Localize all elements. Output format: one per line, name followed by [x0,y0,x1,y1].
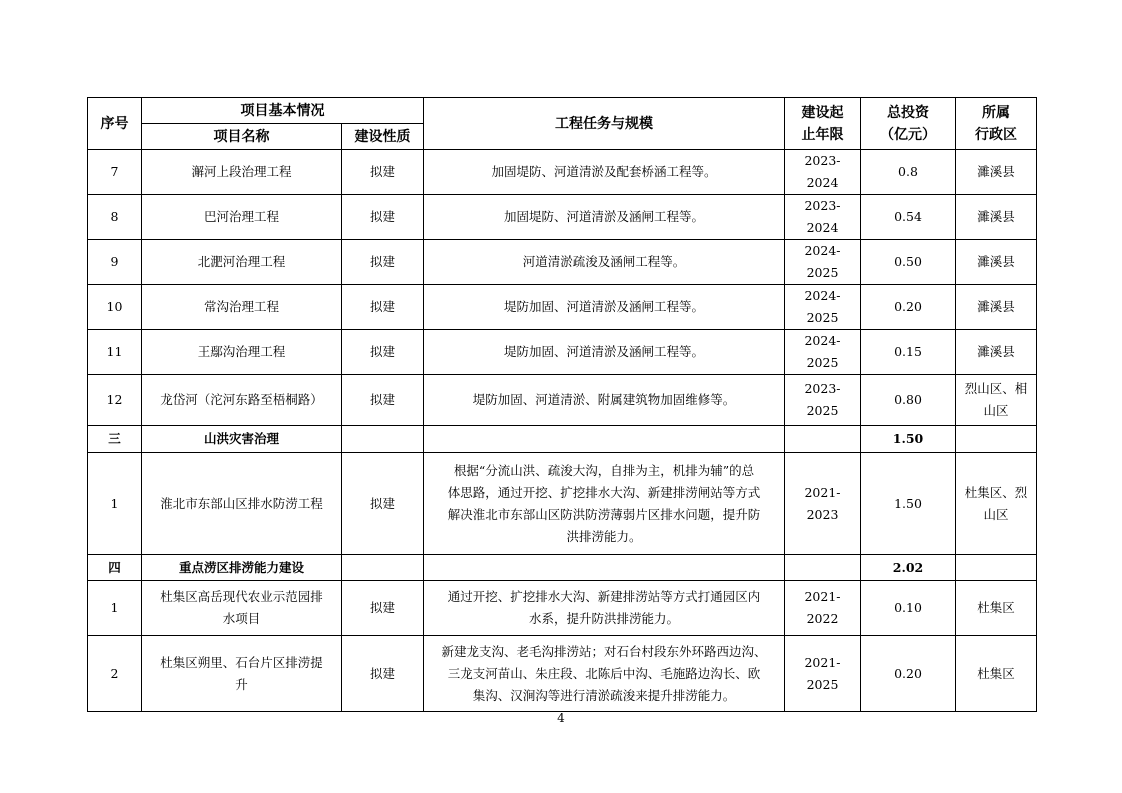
section-number: 四 [88,555,142,581]
cell-task: 堤防加固、河道清淤、附属建筑物加固维修等。 [424,375,785,426]
cell-period: 2021-2025 [785,636,861,712]
table-row [88,636,1037,712]
table-row [88,150,1037,195]
cell-district-line1: 烈山区、相 [964,381,1028,396]
empty-cell [424,426,785,453]
header-invest-line1: 总投资 [887,104,929,121]
task-line: 新建龙支沟、老毛沟排涝站；对石台村段东外环路西边沟、 [441,643,767,659]
page-number: 4 [557,711,565,725]
cell-nature: 拟建 [342,285,424,330]
header-period-line2: 止年限 [801,126,844,143]
cell-name: 常沟治理工程 [142,285,342,330]
cell-seq: 9 [88,240,142,285]
cell-seq: 1 [88,581,142,636]
cell-invest: 0.54 [861,195,956,240]
cell-district [956,375,1037,426]
cell-task: 堤防加固、河道清淤及涵闸工程等。 [424,330,785,375]
cell-seq: 10 [88,285,142,330]
cell-task [424,453,785,555]
cell-seq: 11 [88,330,142,375]
cell-invest: 0.20 [861,285,956,330]
cell-period: 2023-2024 [785,150,861,195]
table-row [88,240,1037,285]
cell-nature: 拟建 [342,636,424,712]
cell-district: 濉溪县 [956,285,1037,330]
section-row [88,426,1037,453]
header-district [956,98,1037,150]
cell-district: 濉溪县 [956,195,1037,240]
cell-invest: 0.15 [861,330,956,375]
section-number: 三 [88,426,142,453]
cell-invest: 0.10 [861,581,956,636]
empty-cell [785,426,861,453]
task-line: 水系，提升防洪排涝能力。 [528,611,679,626]
cell-invest: 0.8 [861,150,956,195]
task-line: 集沟、汉涧沟等进行清淤疏浚来提升排涝能力。 [472,687,736,703]
cell-task [424,581,785,636]
cell-district: 杜集区 [956,636,1037,712]
cell-period: 2024-2025 [785,330,861,375]
cell-name-line2: 升 [235,676,248,692]
section-row [88,555,1037,581]
header-invest-line2: （亿元） [880,126,936,143]
cell-nature: 拟建 [342,581,424,636]
cell-task: 河道清淤疏浚及涵闸工程等。 [424,240,785,285]
cell-task [424,636,785,712]
cell-period: 2023-2024 [785,195,861,240]
cell-name: 龙岱河（沱河东路至梧桐路） [142,375,342,426]
cell-invest: 0.80 [861,375,956,426]
task-line: 三龙支河苗山、朱庄段、北陈后中沟、毛施路边沟长、欧 [447,665,761,681]
section-title: 重点涝区排涝能力建设 [142,555,342,581]
cell-seq: 7 [88,150,142,195]
cell-task: 加固堤防、河道清淤及涵闸工程等。 [424,195,785,240]
cell-nature: 拟建 [342,150,424,195]
empty-cell [342,426,424,453]
cell-invest: 1.50 [861,453,956,555]
cell-district-line2: 山区 [983,506,1009,522]
task-line: 根据“分流山洪、疏浚大沟，自排为主，机排为辅”的总 [453,462,755,478]
cell-name: 澥河上段治理工程 [142,150,342,195]
cell-district-line1: 杜集区、烈 [964,484,1028,500]
section-total: 2.02 [861,555,956,581]
cell-district: 濉溪县 [956,330,1037,375]
header-invest [861,98,956,150]
task-line: 解决淮北市东部山区防洪防涝薄弱片区排水问题，提升防 [447,506,761,522]
cell-seq: 8 [88,195,142,240]
table-row [88,375,1037,426]
cell-period: 2024-2025 [785,240,861,285]
cell-period: 2021-2023 [785,453,861,555]
header-period [785,98,861,150]
cell-name-line1: 杜集区朔里、石台片区排涝提 [160,654,323,670]
cell-nature: 拟建 [342,453,424,555]
section-title: 山洪灾害治理 [142,426,342,453]
header-basic-info: 项目基本情况 [142,98,424,124]
cell-name: 王鄢沟治理工程 [142,330,342,375]
table-row [88,285,1037,330]
cell-district: 杜集区 [956,581,1037,636]
table-row [88,330,1037,375]
header-task: 工程任务与规模 [424,98,785,150]
empty-cell [956,555,1037,581]
cell-name [142,581,342,636]
header-name: 项目名称 [142,124,342,150]
table-row [88,453,1037,555]
task-line: 体思路，通过开挖、扩挖排水大沟、新建排涝闸站等方式 [447,484,761,500]
section-total: 1.50 [861,426,956,453]
cell-district: 濉溪县 [956,240,1037,285]
cell-district: 濉溪县 [956,150,1037,195]
header-district-line2: 行政区 [975,126,1017,143]
cell-invest: 0.50 [861,240,956,285]
cell-seq: 12 [88,375,142,426]
cell-task: 堤防加固、河道清淤及涵闸工程等。 [424,285,785,330]
cell-nature: 拟建 [342,240,424,285]
header-district-line1: 所属 [982,104,1010,121]
cell-invest: 0.20 [861,636,956,712]
header-seq: 序号 [88,98,142,150]
cell-nature: 拟建 [342,375,424,426]
cell-name: 巴河治理工程 [142,195,342,240]
empty-cell [424,555,785,581]
cell-name: 北淝河治理工程 [142,240,342,285]
cell-name-line1: 杜集区高岳现代农业示范园排 [160,589,323,604]
cell-district [956,453,1037,555]
cell-period: 2023-2025 [785,375,861,426]
cell-period: 2024-2025 [785,285,861,330]
cell-seq: 2 [88,636,142,712]
cell-seq: 1 [88,453,142,555]
task-line: 通过开挖、扩挖排水大沟、新建排涝站等方式打通园区内 [447,589,761,604]
task-line: 洪排涝能力。 [566,528,642,544]
cell-period: 2021-2022 [785,581,861,636]
table-row [88,581,1037,636]
cell-name [142,636,342,712]
cell-name: 淮北市东部山区排水防涝工程 [142,453,342,555]
cell-name-line2: 水项目 [222,611,261,626]
project-table [87,97,1037,712]
cell-task: 加固堤防、河道清淤及配套桥涵工程等。 [424,150,785,195]
empty-cell [785,555,861,581]
empty-cell [956,426,1037,453]
header-period-line1: 建设起 [801,104,844,121]
header-nature: 建设性质 [342,124,424,150]
cell-nature: 拟建 [342,195,424,240]
table-row [88,195,1037,240]
cell-nature: 拟建 [342,330,424,375]
empty-cell [342,555,424,581]
cell-district-line2: 山区 [983,403,1009,418]
